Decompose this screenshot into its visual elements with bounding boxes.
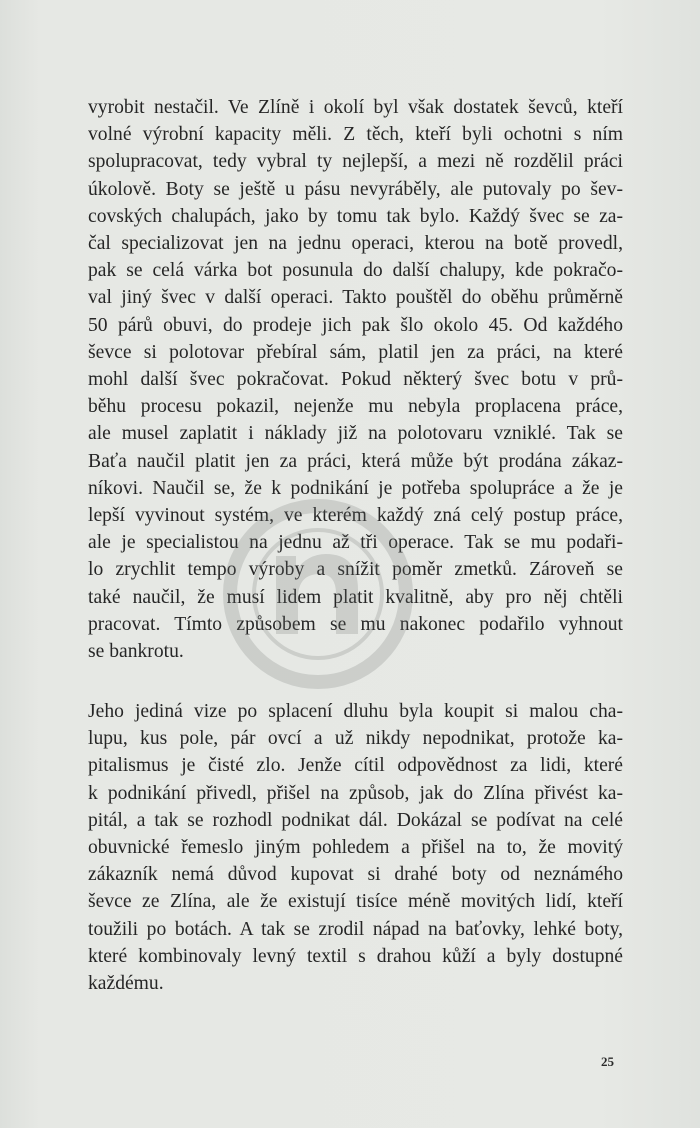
text-line: lo zrychlit tempo výroby a snížit poměr zmetků. Zároveň se bbox=[88, 559, 623, 581]
text-line: k podnikání přivedl, přišel na způsob, jak do Zlína přivést ka- bbox=[88, 782, 623, 804]
text-line: spolupracovat, tedy vybral ty nejlepší, a mezi ně rozdělil práci bbox=[88, 151, 623, 173]
text-line: každému. bbox=[88, 973, 164, 995]
paragraph-2 bbox=[88, 698, 623, 997]
text-line: zákazník nemá důvod kupovat si drahé boty od neznámého bbox=[88, 864, 623, 886]
text-line: val jiný švec v další operaci. Takto pouštěl do oběhu průměrně bbox=[88, 287, 623, 309]
text-line: čal specializovat jen na jednu operaci, kterou na botě provedl, bbox=[88, 233, 623, 255]
text-line: lepší vyvinout systém, ve kterém každý zná celý postup práce, bbox=[88, 505, 623, 527]
text-line: pitál, a tak se rozhodl podnikat dál. Dokázal se podívat na celé bbox=[88, 809, 623, 831]
text-line: běhu procesu pokazil, nejenže mu nebyla proplacena práce, bbox=[88, 396, 623, 418]
text-line: vyrobit nestačil. Ve Zlíně i okolí byl však dostatek ševců, kteří bbox=[88, 97, 623, 118]
text-line: pitalismus je čisté zlo. Jenže cítil odpovědnost za lidi, které bbox=[88, 755, 623, 777]
text-line: covských chalupách, jako by tomu tak bylo. Každý švec se za- bbox=[88, 205, 623, 227]
text-line: Baťa naučil platit jen za práci, která může být prodána zákaz- bbox=[88, 450, 623, 472]
text-line: Jeho jediná vize po splacení dluhu byla koupit si malou cha- bbox=[88, 701, 623, 722]
text-line: mohl další švec pokračovat. Pokud některý švec botu v prů- bbox=[88, 369, 623, 391]
text-line: ševce si polotovar přebíral sám, platil jen za práci, na které bbox=[88, 341, 623, 363]
text-line: úkolově. Boty se ještě u pásu nevyráběly, ale putovaly po šev- bbox=[88, 178, 623, 200]
paragraph-1 bbox=[88, 94, 623, 665]
text-line: ševce ze Zlína, ale že existují tisíce méně movitých lidí, kteří bbox=[88, 891, 623, 913]
page-number: 25 bbox=[601, 1054, 614, 1069]
text-line: lupu, kus pole, pár ovcí a už nikdy nepodnikat, protože ka- bbox=[88, 728, 623, 750]
text-line: také naučil, že musí lidem platit kvalitně, aby pro něj chtěli bbox=[88, 586, 623, 608]
text-line: ale musel zaplatit i náklady již na polotovaru vzniklé. Tak se bbox=[88, 423, 623, 445]
text-line: pak se celá várka bot posunula do další chalupy, kde pokračo- bbox=[88, 260, 623, 282]
text-line: které kombinovaly levný textil s drahou kůží a byly dostupné bbox=[88, 945, 623, 967]
text-line: pracovat. Tímto způsobem se mu nakonec podařilo vyhnout bbox=[88, 613, 623, 635]
text-line: níkovi. Naučil se, že k podnikání je potřeba spolupráce a že je bbox=[88, 477, 623, 499]
text-line: volné výrobní kapacity měli. Z těch, kteří byli ochotni s ním bbox=[88, 124, 623, 146]
text-line: se bankrotu. bbox=[88, 641, 184, 663]
text-line: ale je specialistou na jednu až tři operace. Tak se mu podaři- bbox=[88, 532, 623, 554]
text-line: 50 párů obuvi, do prodeje jich pak šlo okolo 45. Od každého bbox=[88, 314, 623, 336]
text-line: obuvnické řemeslo jiným pohledem a přišel na to, že movitý bbox=[88, 837, 623, 859]
text-line: toužili po botách. A tak se zrodil nápad na baťovky, lehké boty, bbox=[88, 918, 623, 940]
